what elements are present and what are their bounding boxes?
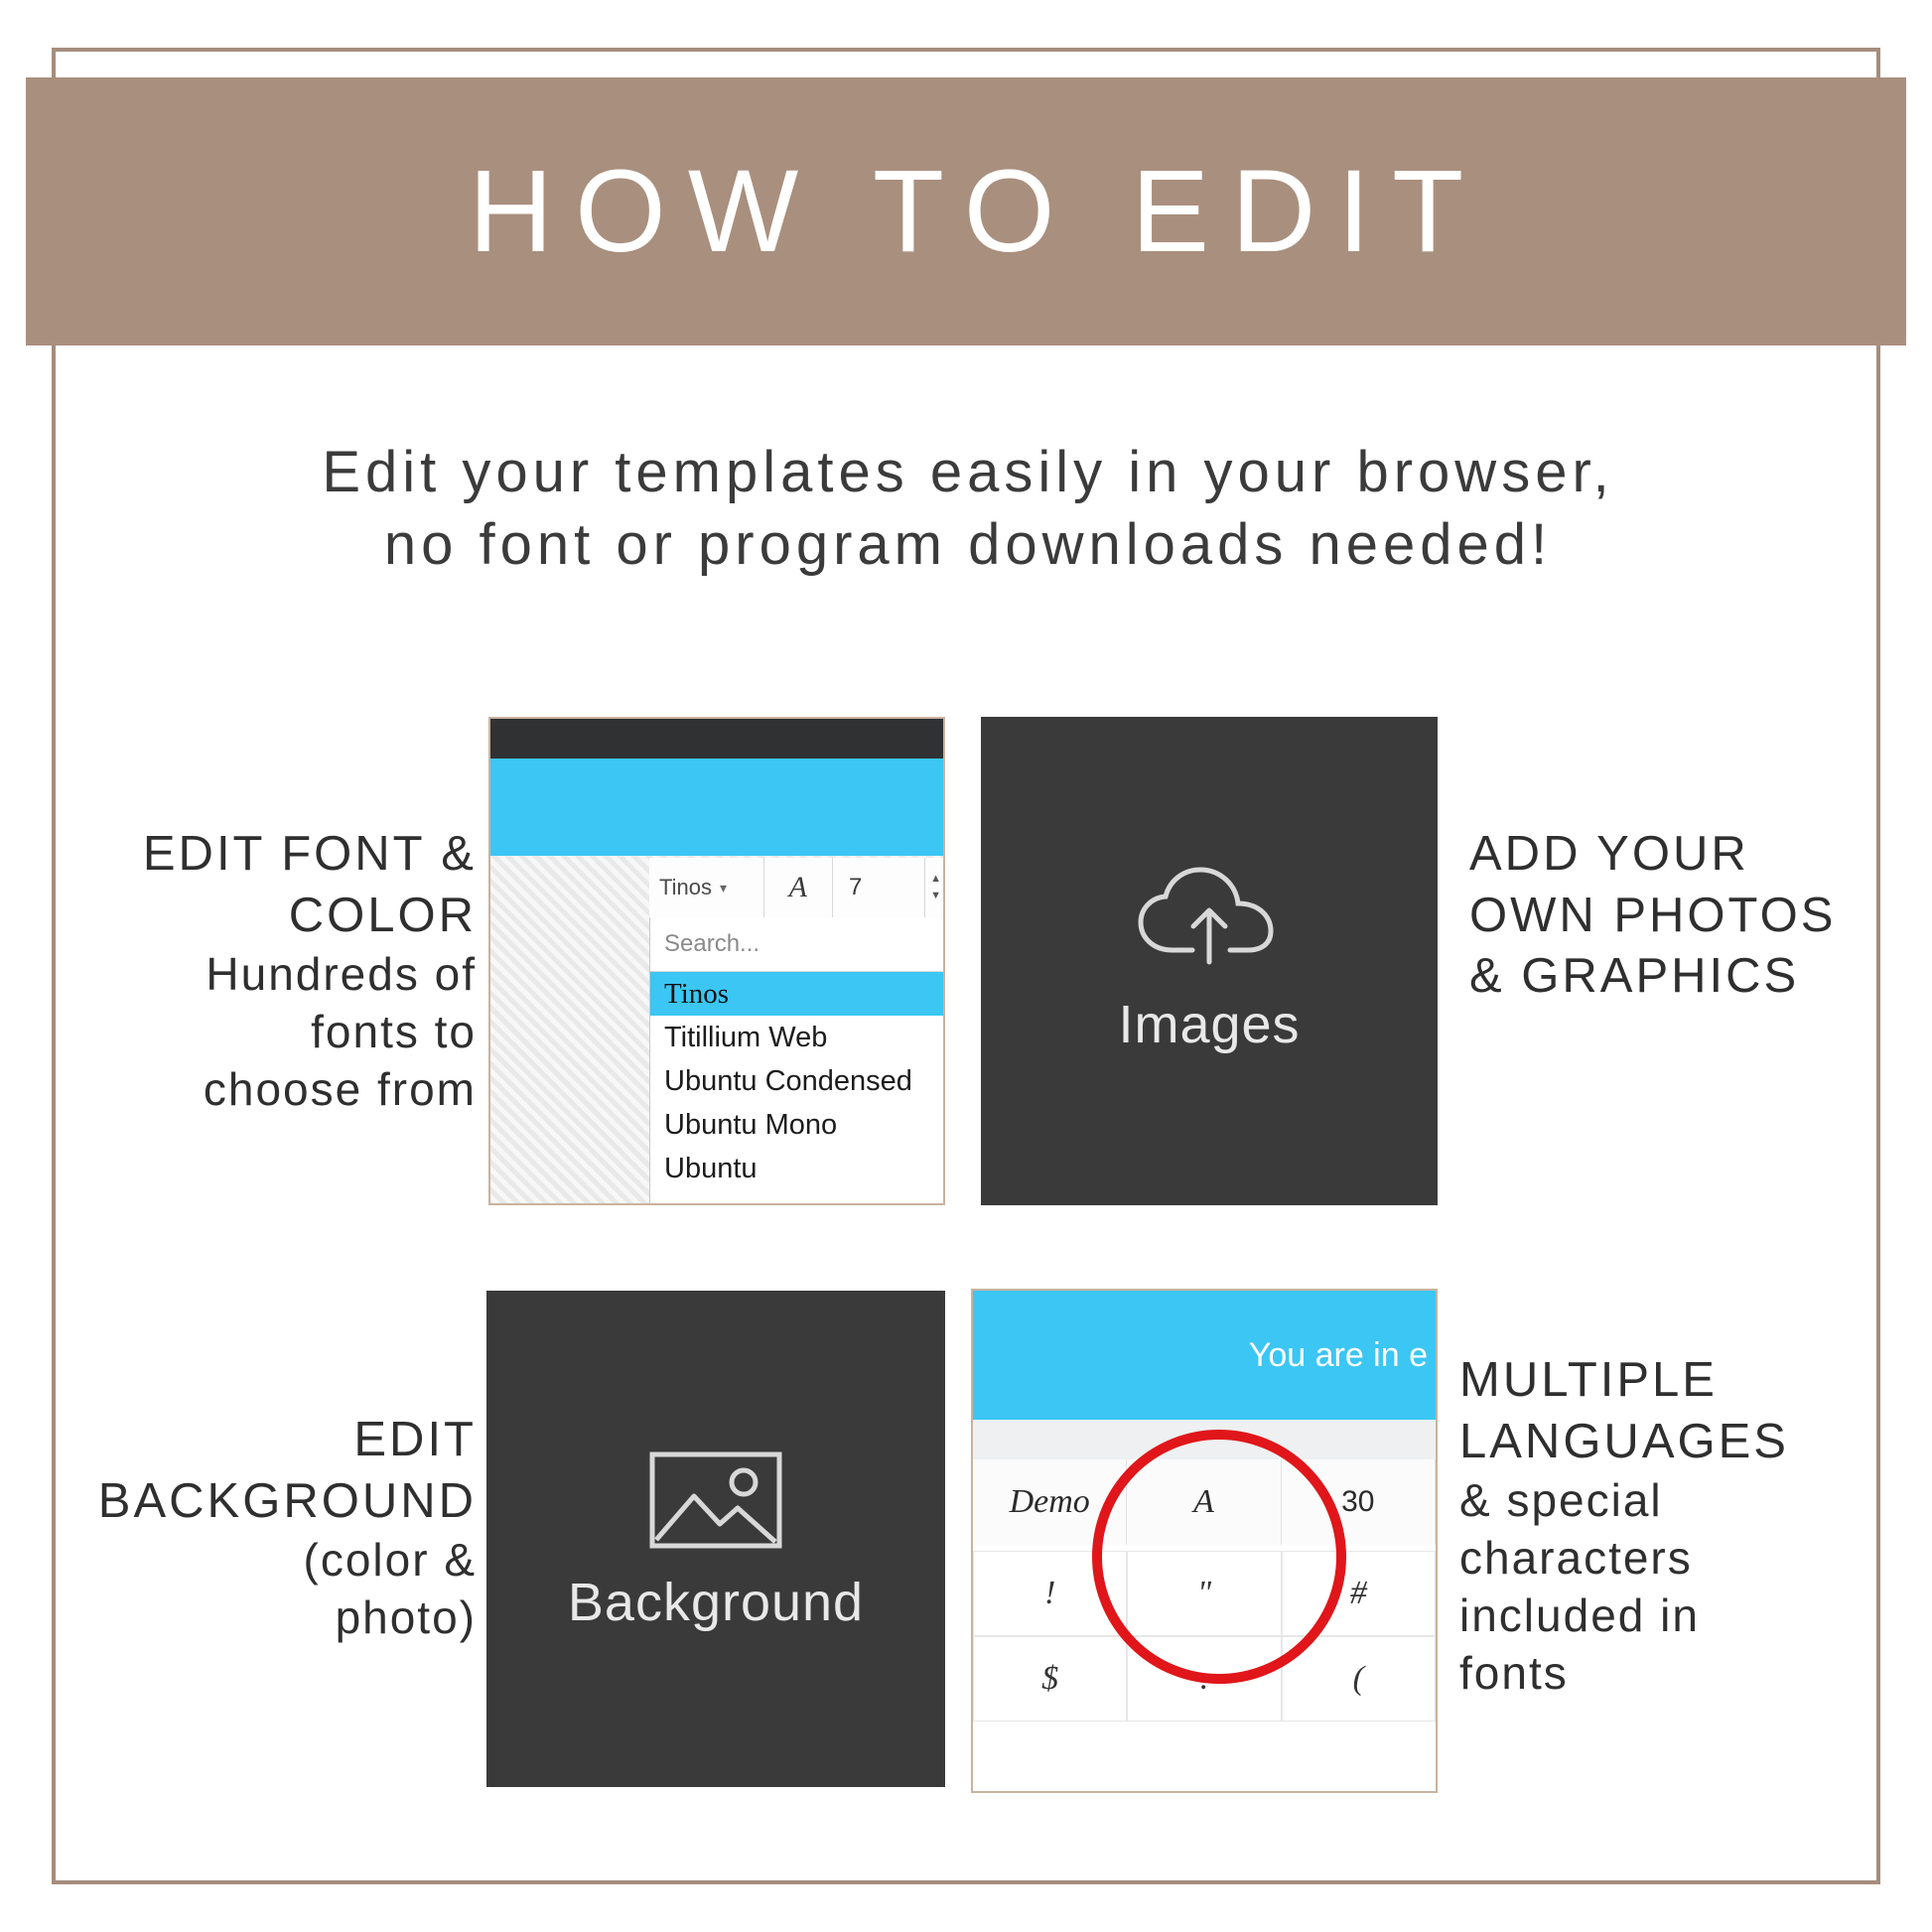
- screenshot-font-picker: [488, 717, 945, 1205]
- screenshot-special-characters: [971, 1289, 1438, 1793]
- caption-languages-line5: included in: [1459, 1589, 1700, 1642]
- char-key-4[interactable]: .: [1127, 1636, 1281, 1722]
- caption-background-line1: EDIT: [353, 1413, 477, 1466]
- tile-images-label: Images: [1118, 995, 1301, 1054]
- subtitle-line-1: Edit your templates easily in your browser,: [322, 440, 1614, 504]
- caption-edit-font-color: [60, 824, 477, 1119]
- header-band: [26, 77, 1906, 345]
- font-option-1[interactable]: Titillium Web: [664, 1021, 828, 1053]
- char-size-value[interactable]: 30: [1282, 1459, 1436, 1545]
- caption-photos-line2: OWN PHOTOS: [1469, 888, 1837, 942]
- editor-blue-banner: [490, 759, 943, 856]
- char-key-0[interactable]: !: [973, 1551, 1127, 1636]
- chevron-down-icon: ▾: [719, 879, 728, 896]
- font-size-value: 7: [849, 874, 863, 900]
- font-size-input[interactable]: [833, 858, 925, 917]
- image-icon: [646, 1445, 785, 1554]
- caption-multiple-languages: [1459, 1350, 1896, 1703]
- caption-add-photos: [1469, 824, 1886, 1008]
- subtitle-line-2: no font or program downloads needed!: [383, 511, 1553, 577]
- font-option-2[interactable]: Ubuntu Condensed: [664, 1064, 912, 1097]
- editor-secondary-toolbar: [973, 1420, 1436, 1460]
- font-style-icon[interactable]: A: [764, 858, 833, 917]
- caption-languages-line2: LANGUAGES: [1459, 1414, 1789, 1468]
- cloud-upload-icon: [1135, 867, 1284, 976]
- caption-font-color-line1: EDIT FONT &: [142, 827, 477, 881]
- char-font-select[interactable]: [973, 1459, 1127, 1545]
- caption-font-color-line2: COLOR: [288, 888, 477, 942]
- caption-languages-line1: MULTIPLE: [1459, 1353, 1718, 1407]
- caption-edit-background: [40, 1410, 477, 1647]
- editor-banner-text: You are in e: [973, 1291, 1436, 1420]
- caption-font-color-line3: Hundreds of: [206, 948, 477, 1001]
- font-dropdown[interactable]: [649, 917, 945, 1205]
- stepper-down-icon: ▼: [930, 890, 941, 901]
- caption-font-color-line5: choose from: [203, 1063, 477, 1116]
- char-key-5[interactable]: (: [1282, 1636, 1436, 1722]
- caption-photos-line1: ADD YOUR: [1469, 827, 1749, 881]
- tile-images[interactable]: [981, 717, 1438, 1205]
- font-family-value: Tinos: [659, 875, 712, 899]
- page-title: HOW TO EDIT: [468, 146, 1486, 277]
- caption-font-color-line4: fonts to: [311, 1006, 477, 1058]
- font-option-3[interactable]: Ubuntu Mono: [664, 1108, 838, 1141]
- editor-top-bar: [490, 719, 943, 759]
- char-key-1[interactable]: ": [1127, 1551, 1281, 1636]
- caption-languages-line3: & special: [1459, 1474, 1663, 1527]
- caption-background-line3: (color &: [303, 1534, 477, 1587]
- char-key-3[interactable]: $: [973, 1636, 1127, 1722]
- caption-languages-line6: fonts: [1459, 1647, 1569, 1700]
- char-font-value: Demo: [1009, 1483, 1090, 1520]
- font-family-select[interactable]: [649, 858, 764, 917]
- font-option-0[interactable]: Tinos: [650, 972, 945, 1016]
- char-style-icon[interactable]: A: [1127, 1459, 1281, 1545]
- caption-background-line2: BACKGROUND: [97, 1473, 477, 1528]
- char-key-2[interactable]: #: [1282, 1551, 1436, 1636]
- font-size-stepper[interactable]: [925, 858, 945, 917]
- font-toolbar: [649, 858, 945, 918]
- subtitle: [129, 437, 1807, 581]
- special-character-grid[interactable]: [973, 1551, 1436, 1791]
- font-search-input[interactable]: Search...: [650, 917, 945, 972]
- tile-background[interactable]: [486, 1291, 945, 1787]
- caption-languages-line4: characters: [1459, 1532, 1693, 1585]
- caption-photos-line3: & GRAPHICS: [1469, 949, 1800, 1004]
- stepper-up-icon: ▲: [930, 873, 941, 885]
- tile-background-label: Background: [567, 1573, 865, 1632]
- font-option-4[interactable]: Ubuntu: [664, 1152, 758, 1184]
- caption-background-line4: photo): [335, 1591, 477, 1644]
- character-toolbar: [973, 1459, 1436, 1545]
